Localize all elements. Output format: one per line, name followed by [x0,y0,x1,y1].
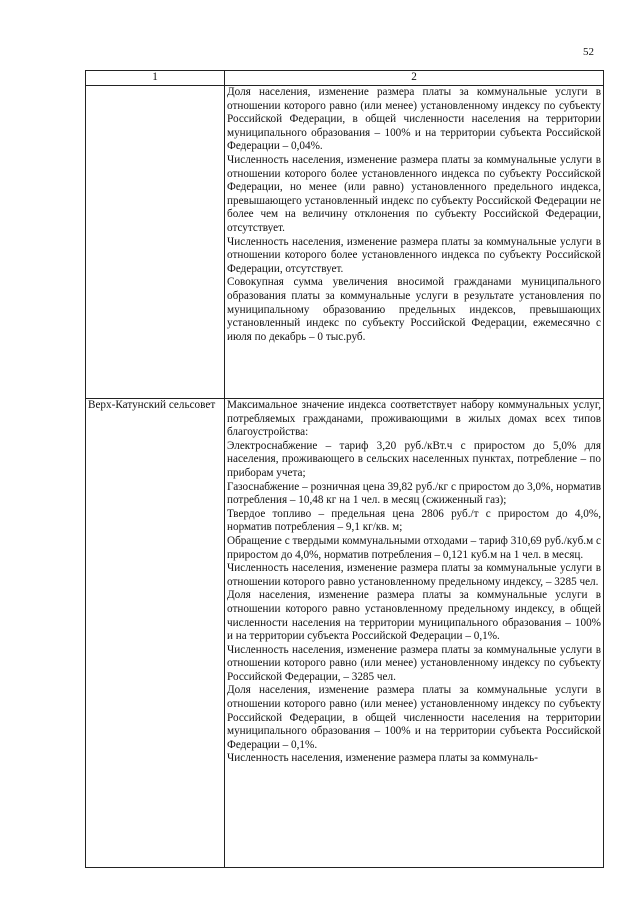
municipality-cell: Верх-Катунский сельсовет [86,399,225,868]
paragraph: Электроснабжение – тариф 3,20 руб./кВт.ч с приростом до 5,0% для населения, проживающего в сельских населенных пунктах, потребление – по приборам учета; [227,439,601,479]
paragraph: Доля населения, изменение размера платы за коммунальные услуги в отношении которого равно (или менее) установленному индексу по субъекту Российской Федерации, в общей численности населения на территории муниципального образования – 100% и на территории субъекта Российской Федерации – 0,04%. [227,86,601,153]
paragraph: Совокупная сумма увеличения вносимой гражданами муниципального образования платы за коммунальные услуги в результате установления по муниципальному образованию предельных индексов, превышающих установленный индекс по субъекту Российской Федерации, ежемесячно с июля по декабрь – 0 тыс.руб. [227,276,601,343]
paragraph: Численность населения, изменение размера платы за коммуналь- [227,752,538,765]
paragraph: Обращение с твердыми коммунальными отходами – тариф 310,69 руб./куб.м с приростом до 4,0%, норматив потребления – 0,121 куб.м на 1 чел. в месяц. [227,534,601,561]
paragraph: Численность населения, изменение размера платы за коммунальные услуги в отношении которого более установленного индекса по субъекту Российской Федерации, но менее (или равно) установленного предельного индекса, превышающего установленный индекс по субъекту Российской Федерации не более чем на величину отклонения по субъекту Российской Федерации, отсутствует. [227,153,601,234]
paragraph: Твердое топливо – предельная цена 2806 руб./т с приростом до 4,0%, норматив потребления – 9,1 кг/кв. м; [227,507,601,534]
page-number: 52 [583,46,594,58]
paragraph: Численность населения, изменение размера платы за коммунальные услуги в отношении которого равно установленному предельному индексу, – 3285 чел. [227,562,601,588]
municipality-cell [86,86,225,399]
column-header-1: 1 [86,71,225,86]
paragraph: Максимальное значение индекса соответствует набору коммунальных услуг, потребляемых гражданами, проживающими в жилых домах всех типов благоустройства: [227,399,601,439]
table-row [86,399,604,868]
paragraph: Численность населения, изменение размера платы за коммунальные услуги в отношении которого более установленного индекса по субъекту Российской Федерации, отсутствует. [227,235,601,275]
paragraph: Численность населения, изменение размера платы за коммунальные услуги в отношении которого равно (или менее) установленному индексу по субъекту Российской Федерации, – 3285 чел. [227,643,601,683]
table-header-row [86,71,604,86]
description-cell [225,399,604,868]
description-cell [225,86,604,399]
paragraph: Газоснабжение – розничная цена 39,82 руб./кг с приростом до 3,0%, норматив потребления – 10,48 кг на 1 чел. в месяц (сжиженный газ); [227,480,601,507]
paragraph: Доля населения, изменение размера платы за коммунальные услуги в отношении которого равно установленному предельному индексу, в общей численности населения на территории муниципального образования – 100% и на территории субъекта Российской Федерации – 0,1%. [227,589,601,643]
document-table [85,70,604,868]
column-header-2: 2 [225,71,604,86]
paragraph: Доля населения, изменение размера платы за коммунальные услуги в отношении которого равно (или менее) установленному индексу по субъекту Российской Федерации, в общей численности населения на территории муниципального образования – 100% и на территории субъекта Российской Федерации – 0,1%. [227,684,601,751]
table-row [86,86,604,399]
